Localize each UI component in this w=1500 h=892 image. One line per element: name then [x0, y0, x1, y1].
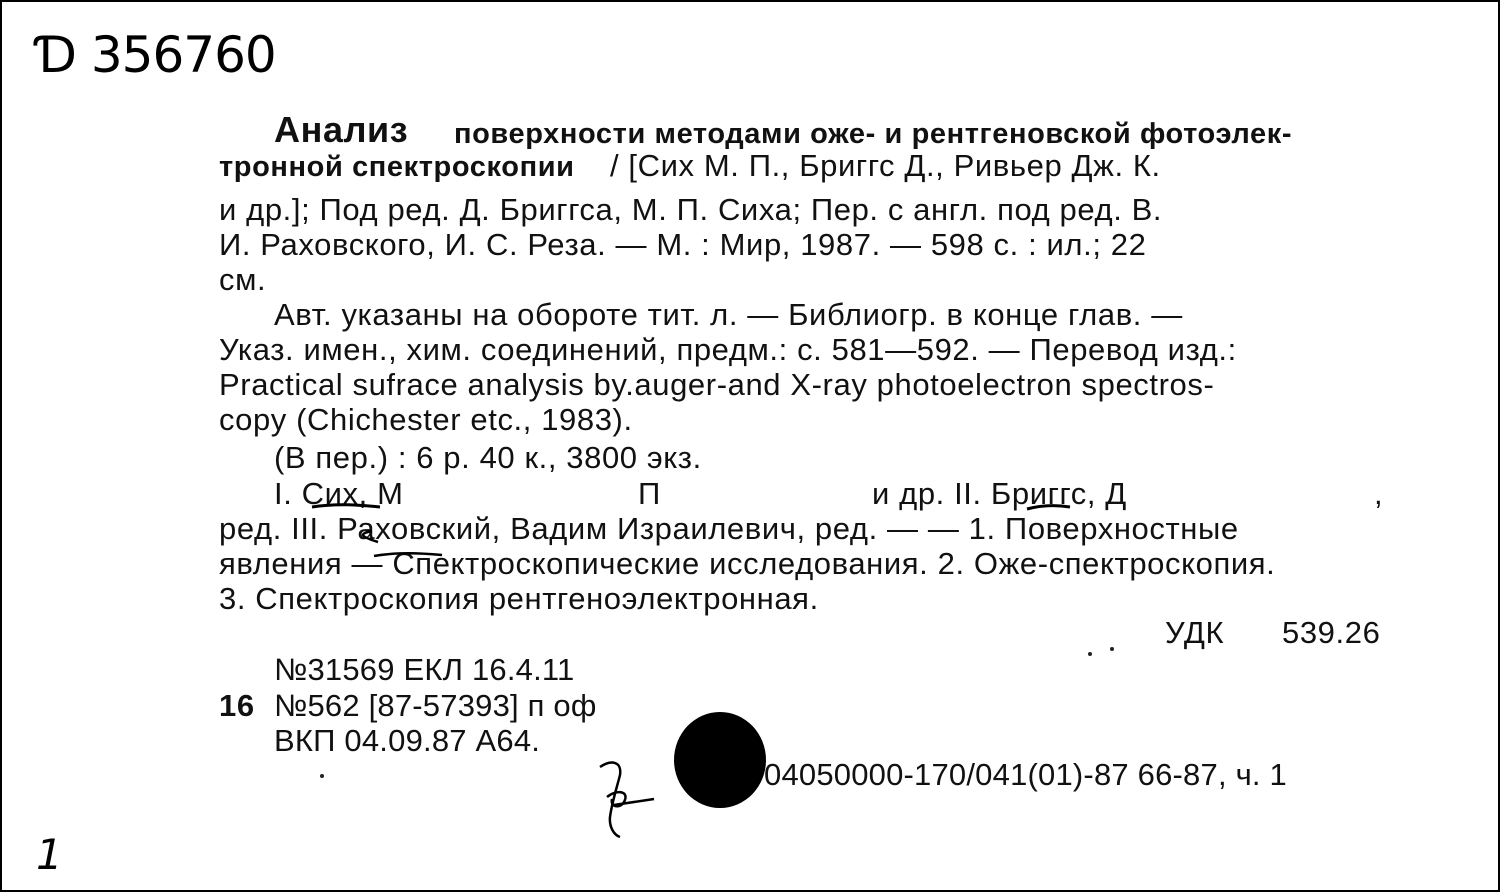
- handwritten-pencil-mark: [592, 747, 672, 847]
- tracing-line-4: 3. Спектроскопия рентгеноэлектронная.: [219, 581, 819, 616]
- title-word: Анализ: [274, 109, 409, 150]
- punched-hole-mark: [674, 712, 766, 808]
- registration-number: 16: [219, 688, 255, 723]
- tracing-author-2: и др. II. Бриггс, Д: [872, 476, 1127, 511]
- stray-dot: [1088, 652, 1092, 656]
- registration-line-3: ВКП 04.09.87 А64.: [274, 723, 541, 758]
- entry-line-5: см.: [219, 262, 267, 297]
- price-line: (В пер.) : 6 р. 40 к., 3800 экз.: [274, 440, 702, 475]
- note-line-2: Указ. имен., хим. соединений, предм.: с. 581—592. — Перевод изд.:: [219, 332, 1237, 367]
- registration-line-2: №562 [87-57393] п оф: [274, 688, 597, 723]
- udk-label: УДК: [1165, 615, 1225, 650]
- handwritten-catalog-number: Ɗ 356760: [36, 26, 276, 84]
- tracing-author-1-initial: П: [638, 476, 661, 511]
- handwritten-page-number: 1: [36, 830, 64, 879]
- udk-value: 539.26: [1282, 615, 1381, 650]
- registration-code: 04050000-170/041(01)-87 66-87, ч. 1: [764, 757, 1287, 792]
- registration-line-1: №31569 ЕКЛ 16.4.11: [274, 652, 575, 687]
- title-line-2: тронной спектроскопии: [219, 151, 575, 183]
- authors-line-2: / [Сих М. П., Бриггс Д., Ривьер Дж. К.: [610, 148, 1161, 183]
- tracing-comma: ,: [1374, 476, 1384, 511]
- stray-dot: [1110, 647, 1114, 651]
- entry-line-3: и др.]; Под ред. Д. Бриггса, М. П. Сиха; Пер. с англ. под ред. В.: [219, 192, 1163, 227]
- note-line-1: Авт. указаны на обороте тит. л. — Библиогр. в конце глав. —: [274, 297, 1183, 332]
- entry-line-4: И. Раховского, И. С. Реза. — М. : Мир, 1987. — 598 с. : ил.; 22: [219, 227, 1147, 262]
- title-line-1: поверхности методами оже- и рентгеновской фотоэлек-: [454, 118, 1293, 150]
- note-line-4: copy (Chichester etc., 1983).: [219, 402, 633, 437]
- tracing-line-3: явления — Спектроскопические исследования. 2. Оже-спектроскопия.: [219, 546, 1276, 581]
- tracing-author-1: I. Сих, М: [274, 476, 404, 511]
- note-line-3: Practical sufrace analysis by.auger-and X-ray photoelectron spectros-: [219, 367, 1215, 402]
- stray-dot: [320, 774, 324, 778]
- tracing-line-2: ред. III. Раховский, Вадим Израилевич, ред. — — 1. Поверхностные: [219, 511, 1239, 546]
